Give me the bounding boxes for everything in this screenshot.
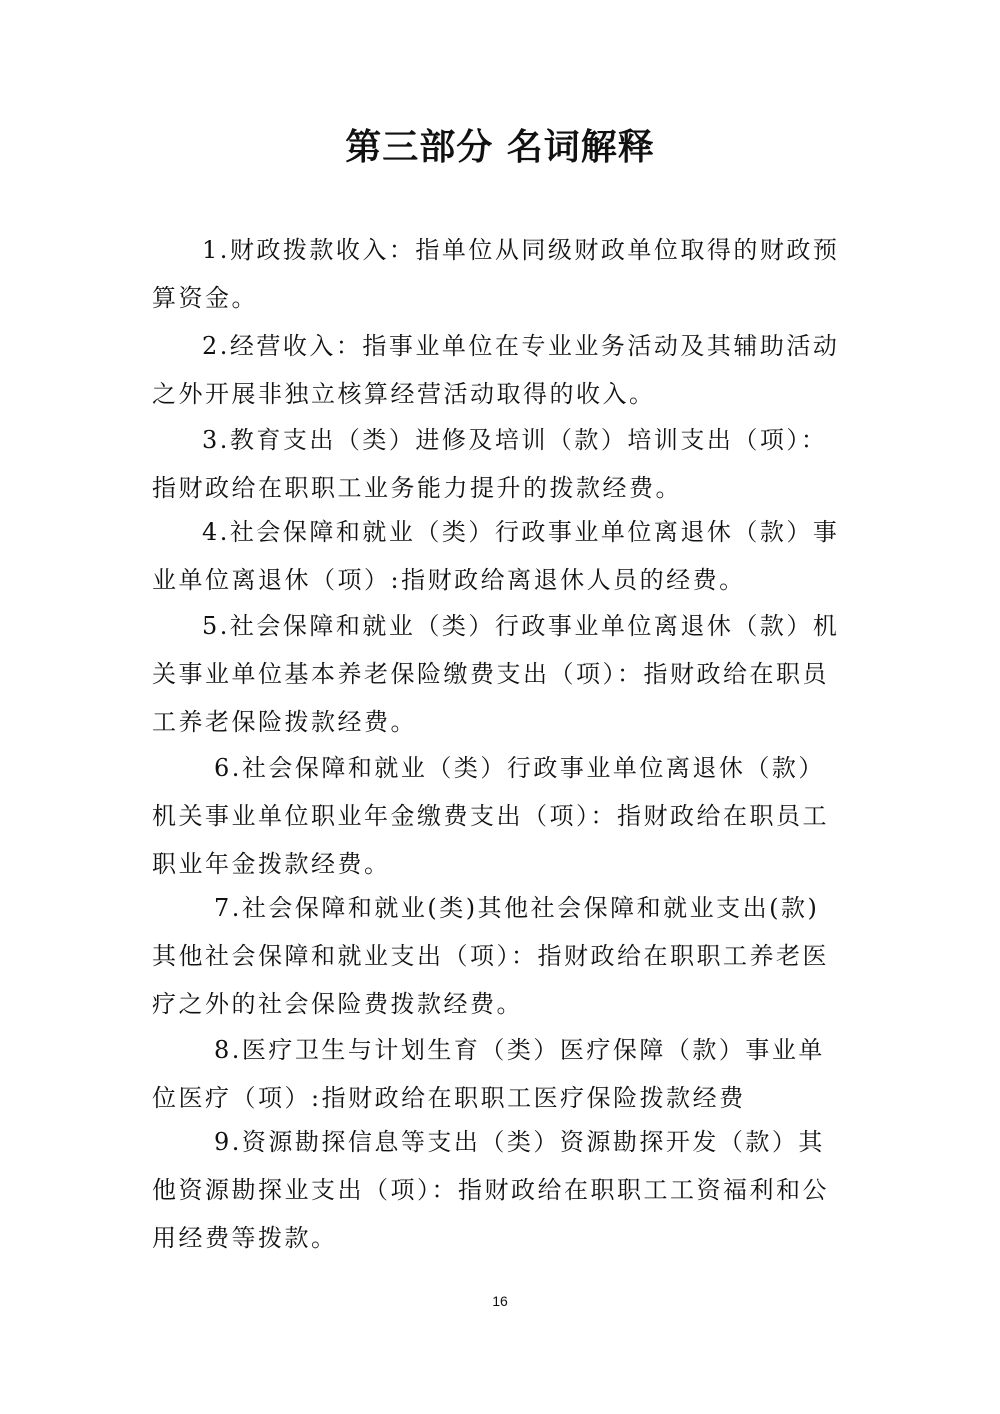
item-line: 疗之外的社会保险费拨款经费。 [152,990,523,1018]
item-first-line: 4.社会保障和就业（类）行政事业单位离退休（款）事 [202,518,840,546]
item-line: 关事业单位基本养老保险缴费支出（项）：指财政给在职员 [152,660,829,688]
page-number: 16 [492,1293,508,1309]
item-line: 用经费等拨款。 [152,1224,338,1252]
definition-item-4 [152,508,852,604]
definition-item-1 [152,226,852,322]
definition-item-2 [152,322,852,418]
item-first-line: 3.教育支出（类）进修及培训（款）培训支出（项）： [202,426,828,454]
definition-item-7 [152,884,852,1028]
item-line: 职业年金拨款经费。 [152,850,391,878]
item-first-line: 2.经营收入：指事业单位在专业业务活动及其辅助活动 [202,332,840,360]
item-first-line: 1.财政拨款收入：指单位从同级财政单位取得的财政预 [202,236,840,264]
definition-item-8 [152,1026,852,1122]
definition-item-3 [152,416,852,512]
item-line: 之外开展非独立核算经营活动取得的收入。 [152,380,656,408]
item-first-line: 6.社会保障和就业（类）行政事业单位离退休（款） [214,754,825,782]
definition-item-9 [152,1118,852,1262]
item-line: 工养老保险拨款经费。 [152,708,417,736]
item-line: 算资金。 [152,284,258,312]
item-line: 他资源勘探业支出（项）：指财政给在职职工工资福利和公 [152,1176,829,1204]
definition-item-6 [152,744,852,888]
item-line: 业单位离退休（项）:指财政给离退休人员的经费。 [152,566,746,594]
item-line: 指财政给在职职工业务能力提升的拨款经费。 [152,474,682,502]
item-first-line: 5.社会保障和就业（类）行政事业单位离退休（款）机 [202,612,840,640]
item-line: 位医疗（项）:指财政给在职职工医疗保险拨款经费 [152,1084,746,1112]
item-line: 其他社会保障和就业支出（项）：指财政给在职职工养老医 [152,942,829,970]
item-first-line: 8.医疗卫生与计划生育（类）医疗保障（款）事业单 [214,1036,825,1064]
item-first-line: 9.资源勘探信息等支出（类）资源勘探开发（款）其 [214,1128,825,1156]
item-line: 机关事业单位职业年金缴费支出（项）：指财政给在职员工 [152,802,829,830]
definition-item-5 [152,602,852,746]
page-title: 第三部分 名词解释 [345,127,655,168]
item-first-line: 7.社会保障和就业(类)其他社会保障和就业支出(款) [214,894,820,922]
